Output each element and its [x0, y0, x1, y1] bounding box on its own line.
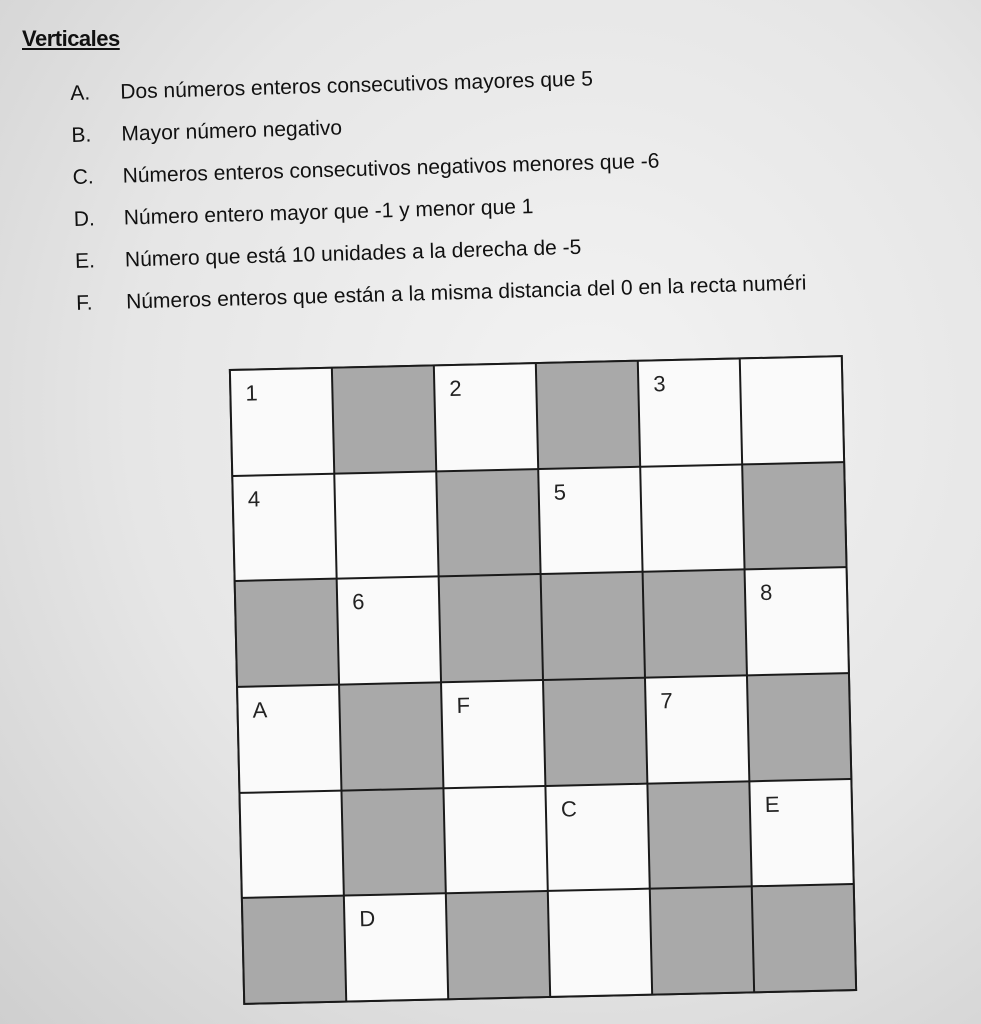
- clue-text: Números enteros consecutivos negativos menores que -6: [122, 149, 660, 188]
- crossword-container: [229, 355, 857, 1005]
- clue-text: Dos números enteros consecutivos mayores que 5: [119, 67, 594, 104]
- clue-letter: A.: [70, 81, 91, 105]
- clue-text: Números enteros que están a la misma distancia del 0 en la recta numéri: [125, 271, 807, 314]
- crossword-cell-blocked: [743, 463, 845, 569]
- crossword-cell-blocked: [644, 571, 746, 677]
- crossword-cell[interactable]: [546, 784, 648, 890]
- crossword-cell-blocked: [537, 362, 639, 468]
- cell-number-label: 5: [553, 479, 567, 505]
- cell-number-label: 1: [245, 380, 258, 406]
- cell-number-label: 7: [660, 688, 674, 714]
- crossword-cell[interactable]: [639, 359, 741, 465]
- cell-number-label: 8: [759, 580, 773, 606]
- crossword-grid: [229, 355, 857, 1005]
- crossword-cell-blocked: [437, 470, 539, 576]
- crossword-cell-blocked: [340, 683, 442, 789]
- crossword-cell[interactable]: [238, 686, 340, 792]
- crossword-cell-blocked: [440, 575, 542, 681]
- section-heading: Verticales: [22, 26, 120, 51]
- crossword-cell-blocked: [447, 892, 549, 998]
- crossword-cell[interactable]: [549, 890, 651, 996]
- crossword-cell-blocked: [236, 580, 338, 686]
- cell-number-label: F: [456, 692, 471, 718]
- clue-letter: B.: [71, 123, 92, 147]
- crossword-cell[interactable]: [750, 780, 852, 886]
- crossword-cell[interactable]: [335, 472, 437, 578]
- clue-text: Número que está 10 unidades a la derecha de -5: [124, 235, 582, 272]
- crossword-cell[interactable]: [444, 787, 546, 893]
- cell-number-label: A: [252, 697, 268, 723]
- clue-letter: F.: [75, 291, 93, 315]
- crossword-cell[interactable]: [741, 357, 843, 463]
- crossword-cell-blocked: [748, 674, 850, 780]
- crossword-cell[interactable]: [435, 364, 537, 470]
- crossword-cell-blocked: [542, 573, 644, 679]
- clue-text: Mayor número negativo: [121, 116, 343, 146]
- crossword-cell[interactable]: [233, 474, 335, 580]
- crossword-cell-blocked: [342, 789, 444, 895]
- cell-number-label: D: [359, 906, 376, 932]
- clue-letter: D.: [73, 207, 96, 231]
- crossword-cell[interactable]: [746, 568, 848, 674]
- crossword-cell[interactable]: [442, 681, 544, 787]
- cell-number-label: 4: [247, 486, 261, 512]
- crossword-cell-blocked: [333, 366, 435, 472]
- cell-number-label: 6: [351, 589, 365, 615]
- crossword-cell[interactable]: [240, 791, 342, 897]
- crossword-cell-blocked: [651, 888, 753, 994]
- crossword-cell-blocked: [544, 679, 646, 785]
- crossword-cell[interactable]: [345, 895, 447, 1001]
- crossword-cell-blocked: [648, 782, 750, 888]
- crossword-cell[interactable]: [338, 578, 440, 684]
- clue-text: Número entero mayor que -1 y menor que 1: [123, 195, 534, 230]
- crossword-cell[interactable]: [231, 369, 333, 475]
- cell-number-label: E: [764, 791, 780, 817]
- crossword-cell[interactable]: [539, 467, 641, 573]
- crossword-cell[interactable]: [641, 465, 743, 571]
- clue-list: [70, 57, 981, 334]
- crossword-cell-blocked: [753, 885, 855, 991]
- cell-number-label: 2: [449, 375, 462, 402]
- crossword-cell[interactable]: [646, 676, 748, 782]
- cell-number-label: 3: [653, 371, 666, 397]
- clue-letter: C.: [72, 165, 94, 189]
- cell-number-label: C: [560, 795, 578, 822]
- clue-letter: E.: [74, 249, 96, 273]
- crossword-cell-blocked: [243, 897, 345, 1003]
